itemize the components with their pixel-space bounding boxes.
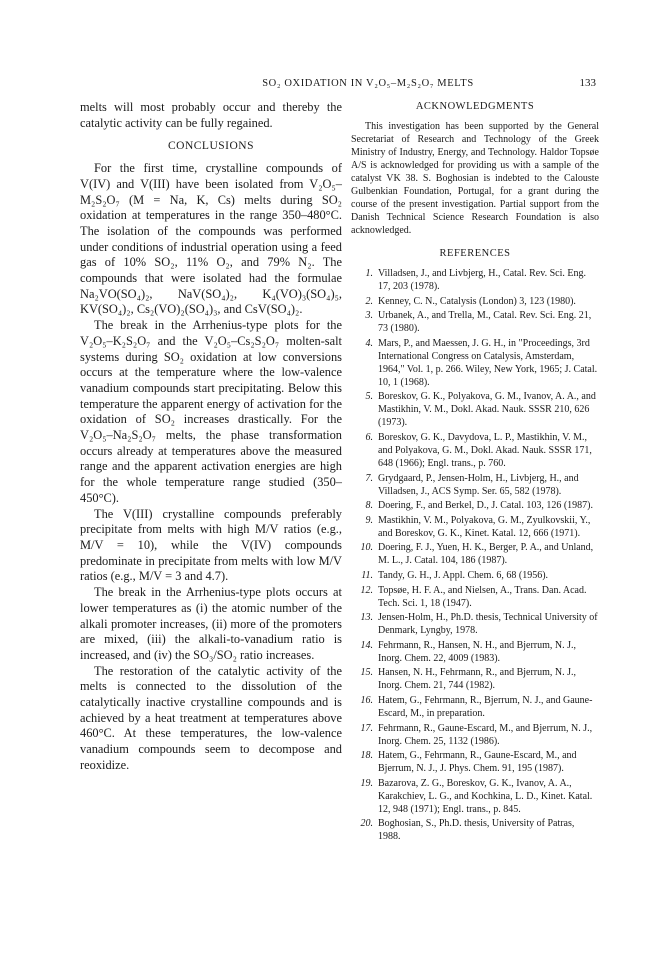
reference-text: Fehrmann, R., Gaune-Escard, M., and Bjerrum, N. J., Inorg. Chem. 25, 1132 (1986). xyxy=(378,722,593,747)
reference-number: 15. xyxy=(360,667,373,679)
reference-text: Tandy, G. H., J. Appl. Chem. 6, 68 (1956). xyxy=(378,569,549,581)
page-number: 133 xyxy=(579,77,596,89)
reference-item xyxy=(351,309,599,335)
reference-text: Doering, F. J., Yuen, H. K., Berger, P. A., and Unland, M. L., J. Catal. 104, 186 (1987). xyxy=(378,542,594,567)
conclusions-paragraph: The break in the Arrhenius-type plots for the V₂O₅–K₂S₂O₇ and the V₂O₅–Cs₂S₂O₇ molten-salt systems during SO₂ oxidation at low conversions occurs at the temperature where the low-valence vanadium compounds start precipitating. Below this temperature the apparent energy of activation for the oxidation of SO₂ increases drastically. For the V₂O₅–Na₂S₂O₇ melts, the phase transformation occurs already at temperatures above the measured range and the apparent activation energies are high for the whole temperature range studied (350–450°C). xyxy=(80,318,342,505)
conclusions-paragraph: The restoration of the catalytic activity of the melts is connected to the dissolution of the catalytically inactive crystalline compounds and is achieved by a heat treatment at temperatures above 460°C. At these temperatures, the low-valence vanadium compounds seem to decompose and reoxidize. xyxy=(80,663,342,772)
running-head: SO₂ OXIDATION IN V₂O₅–M₂S₂O₇ MELTS xyxy=(262,78,474,89)
reference-text: Villadsen, J., and Livbjerg, H., Catal. Rev. Sci. Eng. 17, 203 (1978). xyxy=(378,268,586,292)
reference-text: Hatem, G., Fehrmann, R., Gaune-Escard, M., and Bjerrum, N. J., J. Phys. Chem. 91, 195 (1987). xyxy=(378,750,577,775)
reference-text: Bazarova, Z. G., Boreskov, G. K., Ivanov, A. A., Karakchiev, L. G., and Kochkina, L. D., Kinet. Katal. 12, 948 (1971); Engl. trans., p. 845. xyxy=(378,777,593,815)
reference-text: Boreskov, G. K., Davydova, L. P., Mastikhin, V. M., and Polyakova, G. M., Dokl. Akad. Nauk. SSSR 171, 648 (1966); Engl. trans., p. 760. xyxy=(378,431,592,469)
reference-number: 14. xyxy=(360,639,373,651)
reference-item xyxy=(351,611,599,637)
reference-item xyxy=(351,514,599,540)
reference-item xyxy=(351,666,599,692)
reference-number: 10. xyxy=(360,542,373,554)
reference-item xyxy=(351,584,599,610)
reference-number: 16. xyxy=(360,694,373,706)
reference-item xyxy=(351,267,599,293)
reference-number: 13. xyxy=(360,612,373,624)
reference-text: Mars, P., and Maessen, J. G. H., in "Proceedings, 3rd International Congress on Catalysis, Amsterdam, 1964," Vol. 1, p. 266. Wiley, New York, 1965; J. Catal. 10, 1 (1968). xyxy=(378,337,598,388)
carryover-paragraph: melts will most probably occur and thereby the catalytic activity can be fully regained. xyxy=(80,100,342,130)
conclusions-paragraph: The V(III) crystalline compounds preferably precipitate from melts with high M/V ratios (e.g., M/V = 10), while the V(IV) compounds predominate in precipitate from melts with low M/V ratios (e.g., M/V = 3 and 4.7). xyxy=(80,506,342,584)
reference-text: Doering, F., and Berkel, D., J. Catal. 103, 126 (1987). xyxy=(378,500,593,512)
reference-number: 3. xyxy=(365,310,373,322)
reference-text: Fehrmann, R., Hansen, N. H., and Bjerrum, N. J., Inorg. Chem. 22, 4009 (1983). xyxy=(378,639,577,664)
reference-item xyxy=(351,777,599,816)
reference-number: 4. xyxy=(365,337,373,349)
reference-item xyxy=(351,390,599,429)
reference-text: Hatem, G., Fehrmann, R., Bjerrum, N. J., and Gaune-Escard, M., in preparation. xyxy=(378,694,593,719)
acknowledgments-paragraph: This investigation has been supported by the General Secretariat of Research and Technology of the Greek Ministry of Industry, Energy, and Technology. Haldor Topsøe A/S is acknowledged for providing us with a sample of the catalyst VK 38. S. Boghosian is indebted to the Calouste Gulbenkian Foundation, Portugal, for a grant during the course of the present investigation. Partial support from the Danish Technical Science Research Foundation is also acknowledged. xyxy=(351,121,599,236)
reference-text: Topsøe, H. F. A., and Nielsen, A., Trans. Dan. Acad. Tech. Sci. 1, 18 (1947). xyxy=(378,584,587,609)
conclusions-heading: CONCLUSIONS xyxy=(167,140,254,153)
reference-item xyxy=(351,295,599,308)
reference-item xyxy=(351,541,599,567)
reference-number: 17. xyxy=(360,722,373,734)
reference-item xyxy=(351,431,599,470)
reference-text: Kenney, C. N., Catalysis (London) 3, 123 (1980). xyxy=(378,295,576,307)
reference-text: Boghosian, S., Ph.D. thesis, University of Patras, 1988. xyxy=(378,818,575,843)
reference-number: 11. xyxy=(361,569,373,581)
right-column xyxy=(351,100,599,845)
reference-item xyxy=(351,694,599,720)
reference-text: Urbanek, A., and Trella, M., Catal. Rev. Sci. Eng. 21, 73 (1980). xyxy=(378,310,592,335)
reference-number: 5. xyxy=(365,391,373,403)
reference-number: 19. xyxy=(360,777,373,789)
reference-number: 1. xyxy=(365,268,373,279)
reference-text: Hansen, N. H., Fehrmann, R., and Bjerrum, N. J., Inorg. Chem. 21, 744 (1982). xyxy=(378,667,577,692)
references-heading: REFERENCES xyxy=(439,248,511,259)
reference-text: Boreskov, G. K., Polyakova, G. M., Ivanov, A. A., and Mastikhin, V. M., Dokl. Akad. Nauk. SSSR 210, 626 (1973). xyxy=(378,391,596,429)
acknowledgments-heading: ACKNOWLEDGMENTS xyxy=(415,101,535,112)
reference-text: Mastikhin, V. M., Polyakova, G. M., Zyulkovskii, Y., and Boreskov, G. K., Kinet. Katal. 12, 666 (1971). xyxy=(378,514,591,539)
reference-number: 6. xyxy=(365,431,373,443)
reference-number: 20. xyxy=(360,818,373,830)
reference-text: Jensen-Holm, H., Ph.D. thesis, Technical University of Denmark, Lyngby, 1978. xyxy=(378,612,598,637)
reference-number: 12. xyxy=(360,584,373,596)
conclusions-paragraph: For the first time, crystalline compounds of V(IV) and V(III) have been isolated from V₂O₅–M₂S₂O₇ (M = Na, K, Cs) melts during SO₂ oxidation at temperatures in the range 350–480°C. The isolation of the compounds was performed under conditions of industrial operation using a feed gas of 10% SO₂, 11% O₂, and 79% N₂. The compounds that were isolated had the formulae Na₂VO(SO₄)₂, NaV(SO₄)₂, K₄(VO)₃(SO₄)₅, KV(SO₄)₂, Cs₂(VO)₂(SO₄)₃, and CsV(SO₄)₂. xyxy=(80,161,342,317)
reference-number: 8. xyxy=(365,500,373,512)
reference-item xyxy=(351,472,599,498)
reference-number: 7. xyxy=(365,472,373,484)
conclusions-paragraph: The break in the Arrhenius-type plots occurs at lower temperatures as (i) the atomic number of the alkali promoter increases, (ii) more of the promoters are mixed, (iii) the alkali-to-vanadium ratio is increased, and (iv) the SO₃/SO₂ ratio increases. xyxy=(80,585,342,662)
reference-item xyxy=(351,817,599,843)
reference-item xyxy=(351,722,599,748)
reference-item xyxy=(351,569,599,582)
reference-item xyxy=(351,639,599,665)
reference-item xyxy=(351,337,599,389)
reference-number: 9. xyxy=(365,514,373,526)
left-column xyxy=(80,100,342,774)
reference-text: Grydgaard, P., Jensen-Holm, H., Livbjerg, H., and Villadsen, J., ACS Symp. Ser. 65, 582 (1978). xyxy=(378,472,579,497)
reference-item xyxy=(351,749,599,775)
reference-number: 18. xyxy=(360,750,373,762)
reference-list xyxy=(351,267,599,843)
reference-item xyxy=(351,499,599,512)
reference-number: 2. xyxy=(365,295,373,307)
